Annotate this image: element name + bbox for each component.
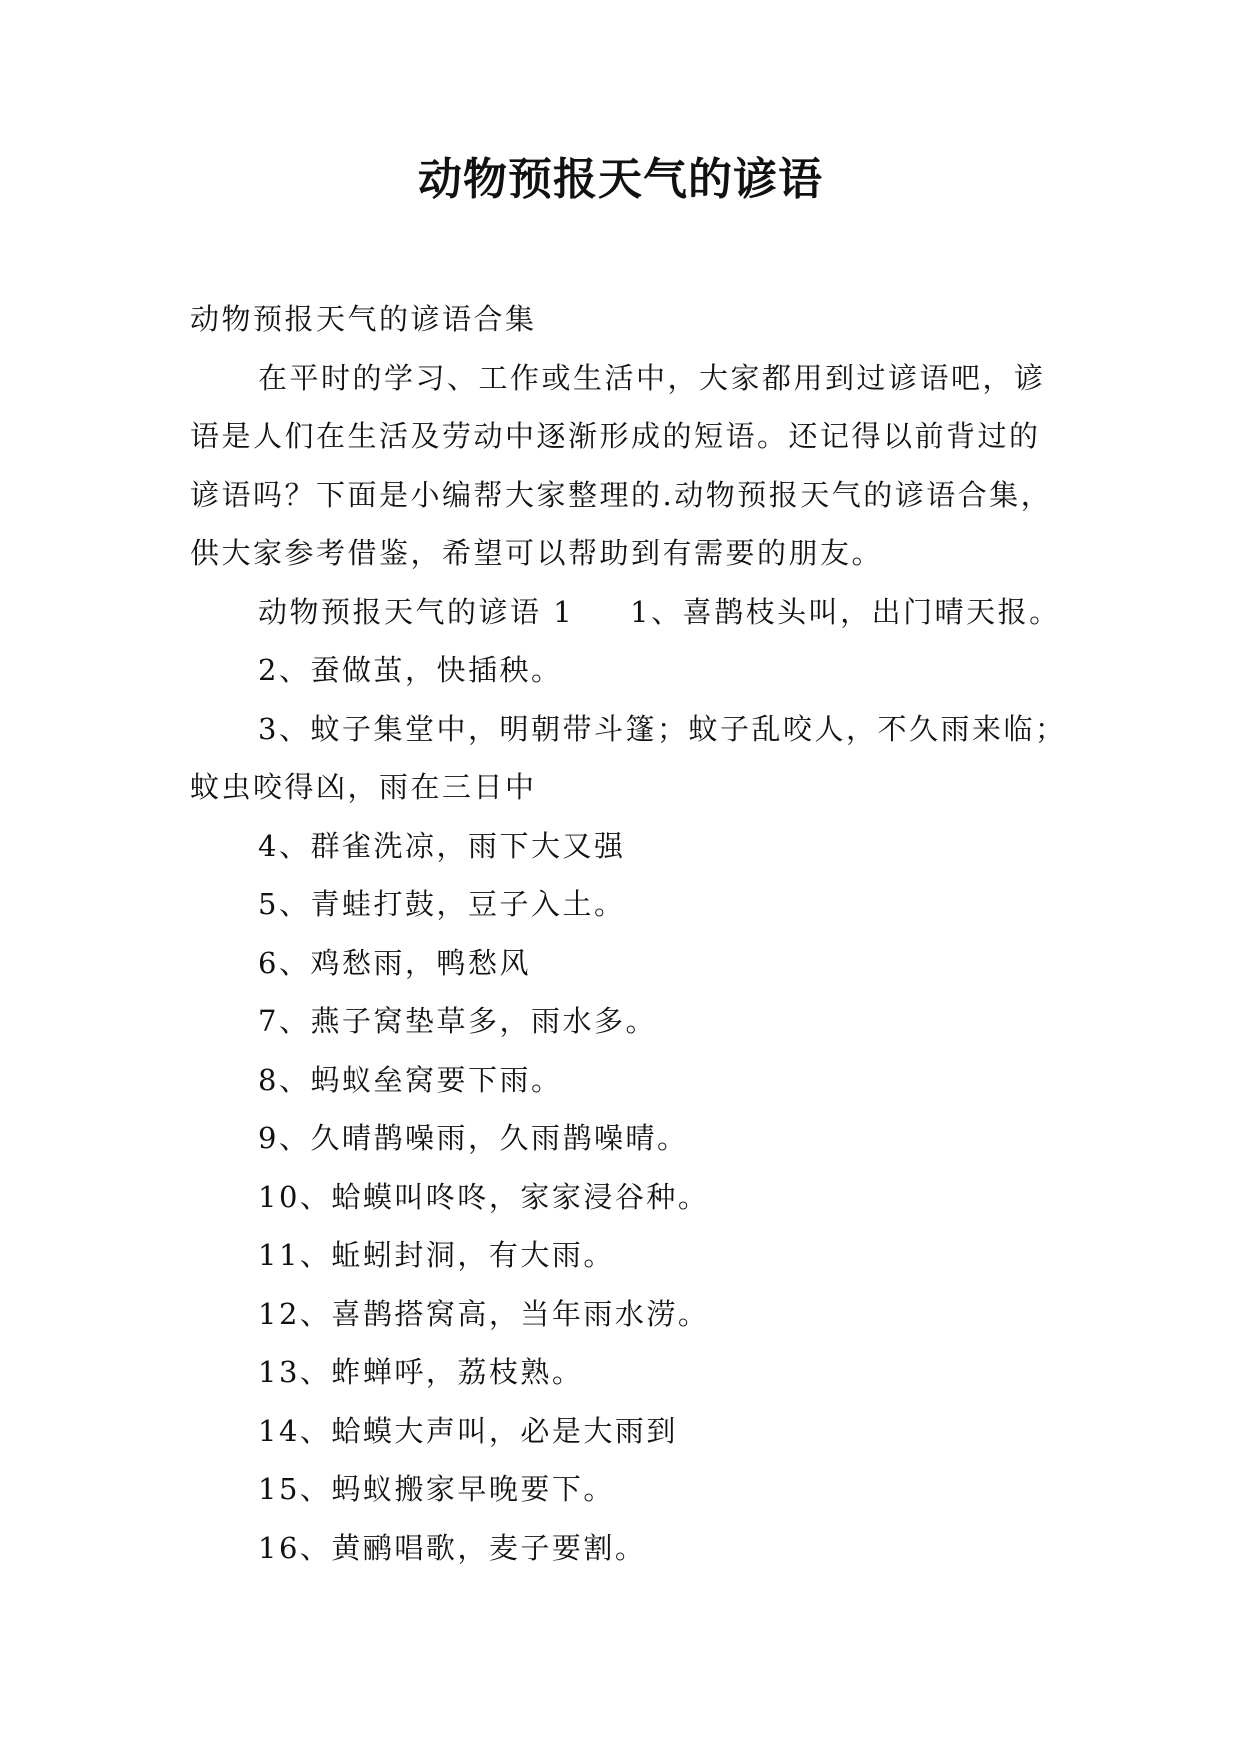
proverb-item-6: 6、鸡愁雨，鸭愁风 (258, 945, 531, 980)
proverb-item-9: 9、久晴鹊噪雨，久雨鹊噪晴。 (258, 1121, 689, 1155)
proverb-item-16: 16、黄鹂唱歌，麦子要割。 (258, 1530, 647, 1565)
document-body (190, 290, 1070, 1577)
section-heading-line (190, 583, 1070, 642)
proverb-item-7: 7、燕子窝垫草多，雨水多。 (258, 1004, 657, 1038)
proverb-item-3: 3、蚊子集堂中，明朝带斗篷；蚊子乱咬人，不久雨来临；蚊虫咬得凶，雨在三日中 (190, 711, 1067, 804)
proverb-item-12: 12、喜鹊搭窝高，当年雨水涝。 (258, 1296, 710, 1331)
proverb-item-13: 13、蚱蝉呼，荔枝熟。 (258, 1355, 584, 1389)
proverb-item-8: 8、蚂蚁垒窝要下雨。 (258, 1062, 563, 1097)
proverb-item-2: 2、蚕做茧，快插秧。 (258, 653, 563, 687)
proverb-item-1: 1、喜鹊枝头叫，出门晴天报。 (630, 594, 1061, 629)
proverb-item-14: 14、蛤蟆大声叫，必是大雨到 (258, 1413, 678, 1448)
proverb-item-11: 11、蚯蚓封洞，有大雨。 (258, 1238, 615, 1272)
proverb-item-5: 5、青蛙打鼓，豆子入土。 (258, 887, 626, 921)
proverb-item-10: 10、蛤蟆叫咚咚，家家浸谷种。 (258, 1179, 710, 1214)
proverb-item-4: 4、群雀洗凉，雨下大又强 (258, 828, 626, 863)
section-heading: 动物预报天气的谚语 1 (258, 594, 575, 629)
proverb-item-15: 15、蚂蚁搬家早晚要下。 (258, 1472, 615, 1506)
document-title: 动物预报天气的谚语 (418, 154, 823, 205)
document-subtitle: 动物预报天气的谚语合集 (190, 302, 537, 336)
intro-paragraph: 在平时的学习、工作或生活中，大家都用到过谚语吧，谚语是人们在生活及劳动中逐渐形成的短语。还记得以前背过的谚语吗？下面是小编帮大家整理的.动物预报天气的谚语合集，供大家参考借鉴，希望可以帮助到有需要的朋友。 (190, 360, 1053, 570)
